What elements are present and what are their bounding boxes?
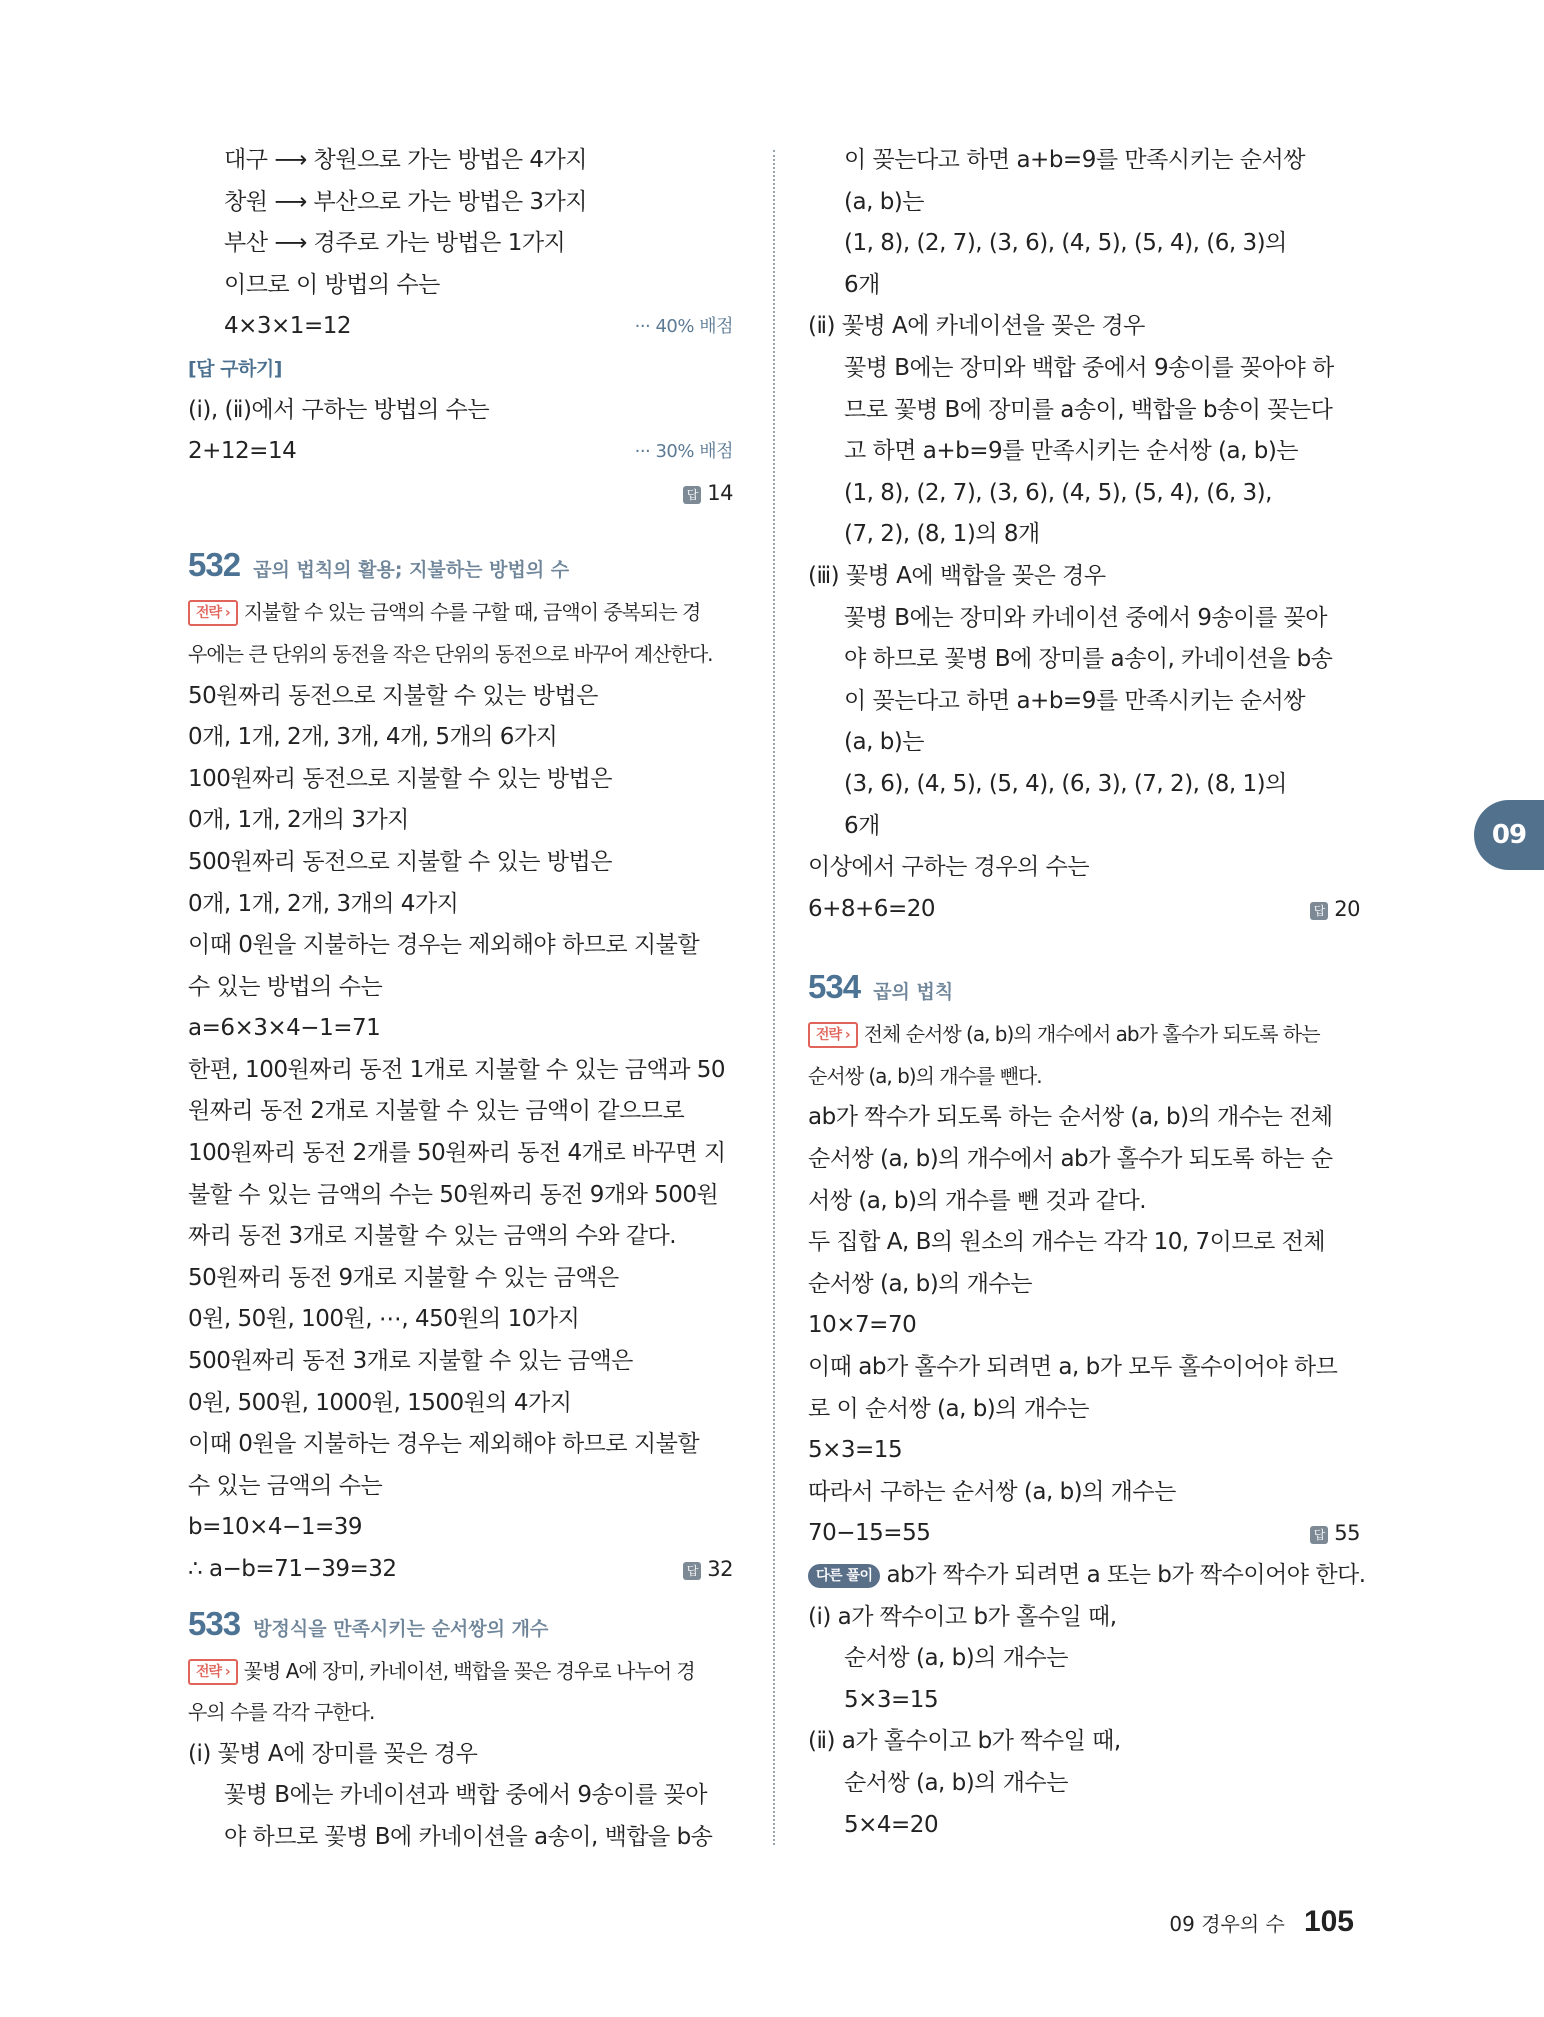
text-line: (a, b)는 xyxy=(844,188,924,215)
strategy-label: 전략 xyxy=(816,1027,842,1044)
strategy-line: 우의 수를 각각 구한다. xyxy=(188,1700,375,1725)
text-line: 므로 꽃병 B에 장미를 a송이, 백합을 b송이 꽂는다 xyxy=(844,396,1333,423)
problem-title: 방정식을 만족시키는 순서쌍의 개수 xyxy=(253,1617,549,1640)
strategy-line xyxy=(188,1651,733,1693)
text-line: 100원짜리 동전 2개를 50원짜리 동전 4개로 바꾸면 지 xyxy=(188,1140,726,1167)
answer-icon: 답 xyxy=(683,486,701,504)
text-line: 꽃병 B에는 카네이션과 백합 중에서 9송이를 꽂아 xyxy=(224,1782,707,1809)
problem-header-534 xyxy=(808,960,1360,1014)
text-line: 꽃병 B에는 장미와 카네이션 중에서 9송이를 꽂아 xyxy=(844,604,1327,631)
text-line: 0개, 1개, 2개의 3가지 xyxy=(188,807,409,834)
text-line: 야 하므로 꽃병 B에 장미를 a송이, 카네이션을 b송 xyxy=(844,646,1333,673)
answer xyxy=(1310,1513,1360,1555)
text-line: 10×7=70 xyxy=(808,1312,917,1339)
case-heading: (ⅰ) 꽃병 A에 장미를 꽂은 경우 xyxy=(188,1740,478,1767)
text-line: 5×4=20 xyxy=(844,1811,939,1838)
text-line: 순서쌍 (a, b)의 개수는 xyxy=(808,1270,1032,1297)
problem-number: 533 xyxy=(188,1604,241,1642)
text-line: 짜리 동전 3개로 지불할 수 있는 금액의 수와 같다. xyxy=(188,1223,677,1250)
strategy-badge: 전략 › xyxy=(188,1659,238,1685)
chapter-tab: 09 xyxy=(1474,800,1544,870)
answer-icon: 답 xyxy=(1310,1526,1328,1544)
strategy-text: 지불할 수 있는 금액의 수를 구할 때, 금액이 중복되는 경 xyxy=(243,600,701,625)
text-line: 수 있는 방법의 수는 xyxy=(188,973,383,1000)
points-label: ··· 30% 배점 xyxy=(634,441,733,463)
answer xyxy=(1310,889,1360,931)
final-line xyxy=(808,889,1360,931)
case-heading: (ⅱ) a가 홀수이고 b가 짝수일 때, xyxy=(808,1728,1121,1755)
text-line: 두 집합 A, B의 원소의 개수는 각각 10, 7이므로 전체 xyxy=(808,1229,1326,1256)
text-line: 100원짜리 동전으로 지불할 수 있는 방법은 xyxy=(188,765,612,792)
answer-icon: 답 xyxy=(683,1562,701,1580)
strategy-badge: 전략 › xyxy=(188,600,238,626)
text-line: 순서쌍 (a, b)의 개수는 xyxy=(844,1769,1068,1796)
text-line: 50원짜리 동전 9개로 지불할 수 있는 금액은 xyxy=(188,1264,619,1291)
strategy-line xyxy=(808,1014,1360,1056)
step-label: [답 구하기] xyxy=(188,357,282,380)
final-text: ∴ a−b=71−39=32 xyxy=(188,1556,397,1582)
page-number: 105 xyxy=(1303,1905,1354,1938)
strategy-label: 전략 xyxy=(196,605,222,622)
strategy-line xyxy=(188,592,733,634)
final-text: 70−15=55 xyxy=(808,1520,931,1547)
text-line: 5×3=15 xyxy=(808,1437,903,1464)
answer-icon: 답 xyxy=(1310,902,1328,920)
other-solution-line xyxy=(808,1555,1366,1597)
text-line: 5×3=15 xyxy=(844,1686,939,1713)
text-line: 고 하면 a+b=9를 만족시키는 순서쌍 (a, b)는 xyxy=(844,438,1299,465)
text-line: 서쌍 (a, b)의 개수를 뺀 것과 같다. xyxy=(808,1187,1147,1214)
text-line: (3, 6), (4, 5), (5, 4), (6, 3), (7, 2), (8, 1)의 xyxy=(844,770,1287,797)
problem-number: 532 xyxy=(188,546,241,584)
answer-value: 14 xyxy=(707,480,733,505)
text-line: (ⅰ), (ⅱ)에서 구하는 방법의 수는 xyxy=(188,396,490,423)
text-line: (7, 2), (8, 1)의 8개 xyxy=(844,521,1040,548)
column-divider xyxy=(773,150,775,1845)
answer xyxy=(683,473,733,515)
answer-value: 32 xyxy=(707,1557,733,1581)
text-line: 6개 xyxy=(844,812,880,839)
page-footer xyxy=(1169,1902,1354,1942)
text-line: 0개, 1개, 2개, 3개의 4가지 xyxy=(188,890,459,917)
text-line: 야 하므로 꽃병 B에 카네이션을 a송이, 백합을 b송 xyxy=(224,1823,713,1850)
text-line: 로 이 순서쌍 (a, b)의 개수는 xyxy=(808,1395,1089,1422)
answer-value: 55 xyxy=(1334,1521,1360,1546)
text-line: 순서쌍 (a, b)의 개수는 xyxy=(844,1645,1068,1672)
calc-line xyxy=(188,306,733,348)
strategy-line: 우에는 큰 단위의 동전을 작은 단위의 동전으로 바꾸어 계산한다. xyxy=(188,641,713,666)
strategy-badge: 전략 › xyxy=(808,1022,858,1048)
right-column xyxy=(808,140,1366,1846)
text-line: 이므로 이 방법의 수는 xyxy=(224,271,440,298)
case-heading: (ⅲ) 꽃병 A에 백합을 꽂은 경우 xyxy=(808,562,1106,589)
answer xyxy=(683,1549,733,1591)
problem-header-532 xyxy=(188,538,733,592)
strategy-line: 순서쌍 (a, b)의 개수를 뺀다. xyxy=(808,1063,1042,1088)
text-line: (a, b)는 xyxy=(844,729,924,756)
footer-chapter: 09 경우의 수 xyxy=(1169,1912,1285,1936)
text-line: b=10×4−1=39 xyxy=(188,1514,362,1541)
text-line: 0개, 1개, 2개, 3개, 4개, 5개의 6가지 xyxy=(188,724,558,751)
answer-line xyxy=(188,473,733,515)
strategy-text: 전체 순서쌍 (a, b)의 개수에서 ab가 홀수가 되도록 하는 xyxy=(863,1022,1320,1047)
text-line: (1, 8), (2, 7), (3, 6), (4, 5), (5, 4), (6, 3)의 xyxy=(844,230,1287,257)
calc-text: 2+12=14 xyxy=(188,438,297,465)
text-line: 500원짜리 동전 3개로 지불할 수 있는 금액은 xyxy=(188,1348,633,1375)
text-line: 원짜리 동전 2개로 지불할 수 있는 금액이 같으므로 xyxy=(188,1098,685,1125)
text-line: 부산 ⟶ 경주로 가는 방법은 1가지 xyxy=(224,230,566,257)
text-line: 이때 0원을 지불하는 경우는 제외해야 하므로 지불할 xyxy=(188,1431,700,1458)
text-line: 꽃병 B에는 장미와 백합 중에서 9송이를 꽂아야 하 xyxy=(844,354,1334,381)
strategy-text: 꽃병 A에 장미, 카네이션, 백합을 꽂은 경우로 나누어 경 xyxy=(243,1658,695,1683)
problem-header-533 xyxy=(188,1597,733,1651)
problem-title: 곱의 법칙의 활용; 지불하는 방법의 수 xyxy=(253,559,570,582)
text-line: 50원짜리 동전으로 지불할 수 있는 방법은 xyxy=(188,682,598,709)
text-line: 따라서 구하는 순서쌍 (a, b)의 개수는 xyxy=(808,1478,1176,1505)
step-label-line xyxy=(188,348,733,390)
case-heading: (ⅰ) a가 짝수이고 b가 홀수일 때, xyxy=(808,1603,1117,1630)
text-line: (1, 8), (2, 7), (3, 6), (4, 5), (5, 4), (6, 3), xyxy=(844,479,1272,506)
text-line: 한편, 100원짜리 동전 1개로 지불할 수 있는 금액과 50 xyxy=(188,1056,726,1083)
text-line: 수 있는 금액의 수는 xyxy=(188,1472,383,1499)
strategy-label: 전략 xyxy=(196,1663,222,1680)
text-line: 0원, 500원, 1000원, 1500원의 4가지 xyxy=(188,1389,572,1416)
case-heading: (ⅱ) 꽃병 A에 카네이션을 꽂은 경우 xyxy=(808,313,1145,340)
text-line: 6개 xyxy=(844,271,880,298)
final-line xyxy=(188,1549,733,1591)
text-line: a=6×3×4−1=71 xyxy=(188,1015,381,1042)
answer-value: 20 xyxy=(1334,896,1360,921)
text-line: 500원짜리 동전으로 지불할 수 있는 방법은 xyxy=(188,848,612,875)
text-line: ab가 짝수가 되도록 하는 순서쌍 (a, b)의 개수는 전체 xyxy=(808,1104,1333,1131)
points-label: ··· 40% 배점 xyxy=(634,316,733,338)
problem-number: 534 xyxy=(808,968,861,1006)
text-line: 순서쌍 (a, b)의 개수에서 ab가 홀수가 되도록 하는 순 xyxy=(808,1146,1333,1173)
calc-text: 4×3×1=12 xyxy=(224,313,351,340)
problem-title: 곱의 법칙 xyxy=(873,981,954,1004)
text-line: 대구 ⟶ 창원으로 가는 방법은 4가지 xyxy=(224,147,587,173)
other-solution-text: ab가 짝수가 되려면 a 또는 b가 짝수이어야 한다. xyxy=(886,1562,1366,1588)
text-line: 이 꽂는다고 하면 a+b=9를 만족시키는 순서쌍 xyxy=(844,687,1305,714)
text-line: 이상에서 구하는 경우의 수는 xyxy=(808,854,1090,881)
final-text: 6+8+6=20 xyxy=(808,895,935,922)
text-line: 불할 수 있는 금액의 수는 50원짜리 동전 9개와 500원 xyxy=(188,1181,719,1208)
left-column xyxy=(188,140,733,1859)
text-line: 창원 ⟶ 부산으로 가는 방법은 3가지 xyxy=(224,188,587,215)
final-line xyxy=(808,1513,1360,1555)
text-line: 이 꽂는다고 하면 a+b=9를 만족시키는 순서쌍 xyxy=(844,147,1305,173)
calc-line xyxy=(188,431,733,473)
text-line: 0원, 50원, 100원, ⋯, 450원의 10가지 xyxy=(188,1306,580,1333)
other-solution-badge: 다른 풀이 xyxy=(808,1564,880,1588)
text-line: 이때 ab가 홀수가 되려면 a, b가 모두 홀수이어야 하므 xyxy=(808,1354,1338,1381)
text-line: 이때 0원을 지불하는 경우는 제외해야 하므로 지불할 xyxy=(188,932,700,959)
